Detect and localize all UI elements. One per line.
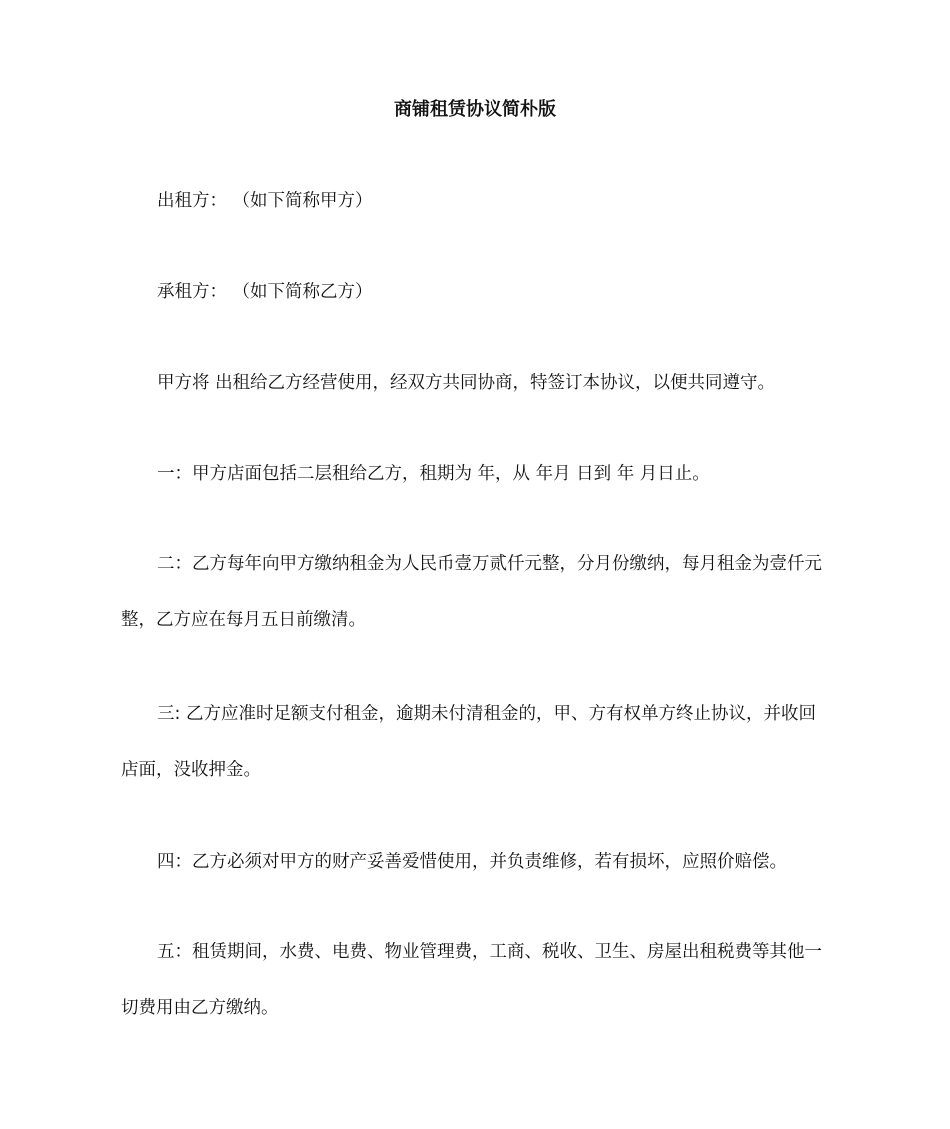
clause-4: 四：乙方必须对甲方的财产妥善爱惜使用，并负责维修，若有损坏，应照价赔偿。 [157,852,787,872]
clause-2: 二：乙方每年向甲方缴纳租金为人民币壹万贰仟元整，分月份缴纳，每月租金为壹仟元整，乙方应在每月五日前缴清。 [121,554,822,630]
paragraph-lessor: 出租方： （如下简称甲方） [157,191,373,211]
document-title: 商铺租赁协议简朴版 [394,99,556,120]
clause-3: 三: 乙方应准时足额支付租金，逾期未付清租金的，甲、方有权单方终止协议，并收回店面，没收押金。 [121,704,816,780]
clause-5: 五：租赁期间，水费、电费、物业管理费，工商、税收、卫生、房屋出租税费等其他一切费用由乙方缴纳。 [121,942,822,1018]
paragraph-intro: 甲方将 出租给乙方经营使用，经双方共同协商，特签订本协议，以便共同遵守。 [157,373,776,393]
paragraph-lessee: 承租方： （如下简称乙方） [157,282,373,302]
clause-1: 一：甲方店面包括二层租给乙方，租期为 年，从 年月 日到 年 月日止。 [157,464,710,484]
